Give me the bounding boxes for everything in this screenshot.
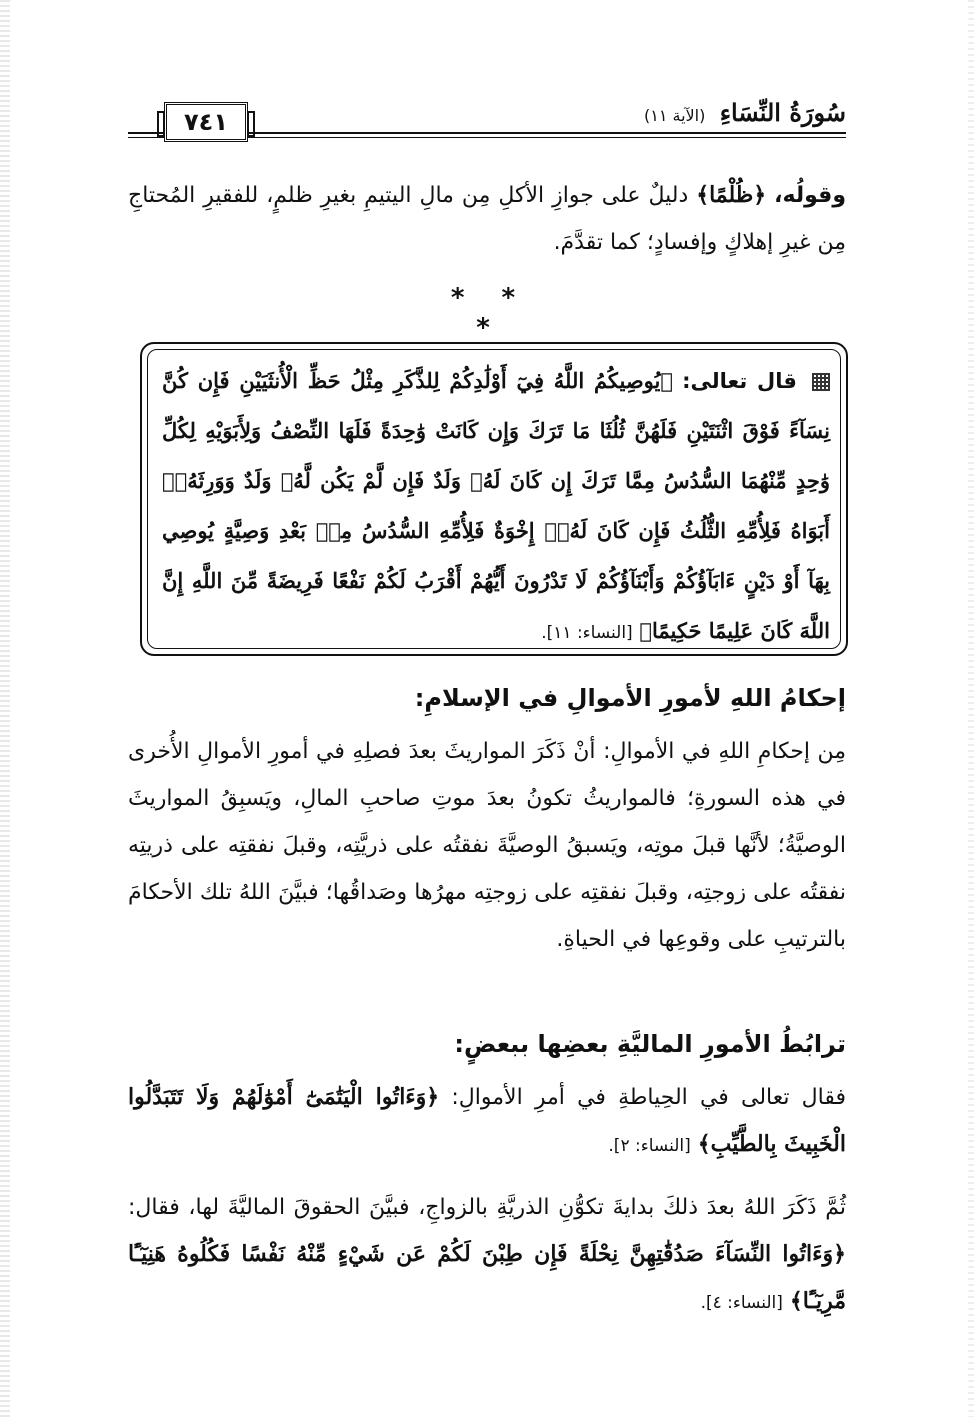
verse-box	[140, 342, 848, 656]
section-heading: ترابُطُ الأمورِ الماليَّةِ بعضِها ببعضٍ:	[454, 1030, 846, 1058]
section2-paragraph-1	[128, 1074, 846, 1170]
paragraph-reference: [النساء: ٤].	[700, 1293, 783, 1313]
paragraph-quran: ﴿وَءَاتُوا النِّسَآءَ صَدُقَٰتِهِنَّ نِحْلَةً فَإِن طِبْنَ لَكُمْ عَن شَيْءٍ مِّنْهُ نَفْسًا فَكُلُوهُ هَنِيٓـًٔا مَّرِيٓـًٔا﴾	[128, 1241, 846, 1314]
verse-lead: قال تعالى:	[682, 369, 797, 393]
surah-name: سُورَةُ النِّسَاءِ	[719, 98, 846, 127]
intro-text: دليلٌ على جوازِ الأكلِ مِن مالِ اليتيمِ بغيرِ ظلمٍ، للفقيرِ المُحتاجِ مِن غيرِ إهلاكٍ وإفسادٍ؛ كما تقدَّمَ.	[128, 183, 846, 255]
paragraph-reference: [النساء: ٢].	[608, 1136, 691, 1156]
section-heading: إحكامُ اللهِ لأمورِ الأموالِ في الإسلامِ:	[414, 684, 846, 712]
paragraph-text: فقال تعالى في الحِياطةِ في أمرِ الأموالِ:	[451, 1085, 846, 1110]
intro-lead: وقولُه،	[774, 183, 846, 208]
intro-paragraph	[128, 172, 846, 266]
verse-text-block	[162, 356, 830, 658]
section2-paragraph-2	[128, 1184, 846, 1327]
paragraph-text: ثُمَّ ذَكَرَ اللهُ بعدَ ذلكَ بدايةَ تكوُّنِ الذريَّةِ بالزواجِ، فبيَّنَ الحقوقَ الماليَّةَ لها، فقال:	[128, 1195, 846, 1220]
ayah-reference: (الآية ١١)	[644, 106, 706, 125]
section1-paragraph: مِن إحكامِ اللهِ في الأموالِ: أنْ ذَكَرَ المواريثَ بعدَ فصلِهِ في أمورِ الأموالِ الأُخرى في هذه السورةِ؛ فالمواريثُ تكونُ بعدَ موتِ صاحبِ المالِ، ويَسبِقُ المواريثَ الوصيَّةُ؛ لأنَّها قبلَ موتِه، ويَسبقُ الوصيَّةَ نفقتُه على ذريَّتِه، وقبلَ نفقتِه على ذريتِه نفقتُه على زوجتِه، وقبلَ نفقتِه على زوجتِه مهرُها وصَداقُها؛ فبيَّنَ اللهُ تلك الأحكامَ بالترتيبِ على وقوعِها في الحياةِ.	[128, 739, 846, 952]
verse-marker-icon	[812, 373, 830, 391]
section-separator: * * *	[450, 283, 530, 343]
page-number: ٧٤١	[164, 102, 248, 142]
verse-reference: [النساء: ١١].	[541, 623, 633, 643]
intro-quote: ﴿ظُلْمًا﴾	[696, 182, 767, 208]
scan-edge-left	[0, 0, 10, 1417]
paragraph-quran: ﴿وَءَاتُوا الْيَتَٰمَىٰٓ أَمْوَٰلَهُمْ وَلَا تَتَبَدَّلُوا الْخَبِيثَ بِالطَّيِّبِ﴾	[128, 1084, 846, 1157]
scan-edge-right	[968, 0, 974, 1417]
page-header	[128, 98, 846, 150]
verse-quran: ﴿يُوصِيكُمُ اللَّهُ فِيٓ أَوْلَٰدِكُمْ لِلذَّكَرِ مِثْلُ حَظِّ الْأُنثَيَيْنِ فَإِن كُنَّ نِسَآءً فَوْقَ اثْنَتَيْنِ فَلَهُنَّ ثُلُثَا مَا تَرَكَ وَإِن كَانَتْ وَٰحِدَةً فَلَهَا النِّصْفُ وَلِأَبَوَيْهِ لِكُلِّ وَٰحِدٍ مِّنْهُمَا السُّدُسُ مِمَّا تَرَكَ إِن كَانَ لَهُۥ وَلَدٌ فَإِن لَّمْ يَكُن لَّهُۥ وَلَدٌ وَوَرِثَهُۥٓ أَبَوَاهُ فَلِأُمِّهِ الثُّلُثُ فَإِن كَانَ لَهُۥٓ إِخْوَةٌ فَلِأُمِّهِ السُّدُسُ مِنۢ بَعْدِ وَصِيَّةٍ يُوصِي بِهَآ أَوْ دَيْنٍ ءَابَآؤُكُمْ وَأَبْنَآؤُكُمْ لَا تَدْرُونَ أَيُّهُمْ أَقْرَبُ لَكُمْ نَفْعًا فَرِيضَةً مِّنَ اللَّهِ إِنَّ اللَّهَ كَانَ عَلِيمًا حَكِيمًا﴾	[162, 368, 830, 643]
surah-title	[636, 98, 846, 127]
